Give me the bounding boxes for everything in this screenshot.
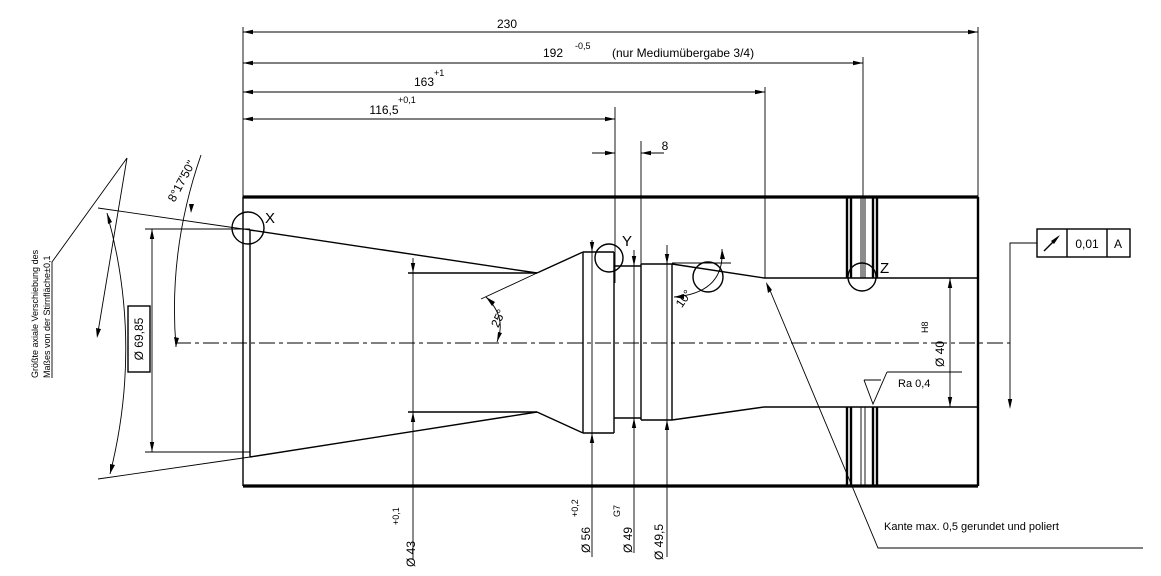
- tolerance-datum: A: [1113, 237, 1123, 251]
- detail-callouts: [232, 210, 889, 292]
- transition-bottom-line: [537, 412, 583, 433]
- dim-note-192: (nur Mediumübergabe 3/4): [612, 46, 755, 60]
- dim-text-49: Ø 49: [621, 526, 635, 553]
- surface-finish-text: Ra 0,4: [898, 378, 931, 390]
- detail-label-z: Z: [880, 260, 890, 277]
- axial-note-line2: Maßes von der Stirnfläche±0,1: [42, 255, 52, 378]
- housing-outline: [243, 197, 978, 486]
- geo-tolerance-frame: [1008, 229, 1130, 409]
- detail-circle-entry-edge: [693, 262, 723, 292]
- length-dimensions: [243, 17, 978, 283]
- dim-tol-56: +0,2: [570, 499, 580, 517]
- dim-text-192: 192: [542, 46, 564, 60]
- media-transfer-channels: [847, 197, 877, 486]
- transition-extension-line: [481, 273, 537, 299]
- roughness-check-icon: [864, 372, 887, 404]
- diameter-dimensions: [128, 229, 952, 567]
- dim-tol-49: G7: [612, 504, 622, 517]
- angle-text-taper: 8°17'50": [164, 158, 199, 205]
- entry-taper-bottom-line: [672, 407, 764, 420]
- dim-tol-40: H8: [920, 321, 930, 333]
- transition-top-line: [537, 252, 583, 273]
- dim-tol-192: -0,5: [575, 41, 591, 51]
- dim-text-56: Ø 56: [579, 526, 593, 553]
- dim-text-230: 230: [496, 17, 518, 31]
- dim-tol-43: +0,1: [391, 507, 401, 525]
- dim-text-40: Ø 40: [933, 340, 947, 367]
- detail-label-y: Y: [622, 233, 633, 250]
- dim-text-8: 8: [661, 139, 669, 153]
- axial-note-line1: Größte axiale Verschiebung des: [30, 249, 40, 378]
- edge-note: [766, 282, 1143, 548]
- dim-tol-116-5: +0,1: [398, 95, 416, 105]
- edge-note-text: Kante max. 0,5 gerundet und poliert: [884, 521, 1059, 533]
- dim-text-116-5: 116,5: [369, 103, 399, 117]
- detail-label-x: X: [265, 210, 276, 227]
- angle-text-10: 10°: [672, 287, 695, 311]
- taper-bottom-extension: [98, 457, 250, 479]
- taper-top-line: [250, 230, 537, 273]
- detail-circle-y: [595, 244, 623, 272]
- surface-finish-symbol: [864, 372, 962, 404]
- cone-angle-arc: [107, 213, 126, 474]
- dim-text-69-85: Ø 69,85: [132, 317, 146, 361]
- angle-text-25: 25°: [488, 307, 509, 330]
- dim-text-43: Ø 43: [404, 540, 418, 567]
- dim-text-163: 163: [413, 75, 435, 89]
- taper-top-extension: [98, 208, 250, 230]
- axial-note: [30, 158, 127, 378]
- tolerance-value: 0,01: [1075, 237, 1099, 251]
- taper-bottom-line: [250, 412, 537, 457]
- dim-tol-163: +1: [434, 68, 445, 78]
- dim-text-49-5: Ø 49,5: [652, 523, 666, 560]
